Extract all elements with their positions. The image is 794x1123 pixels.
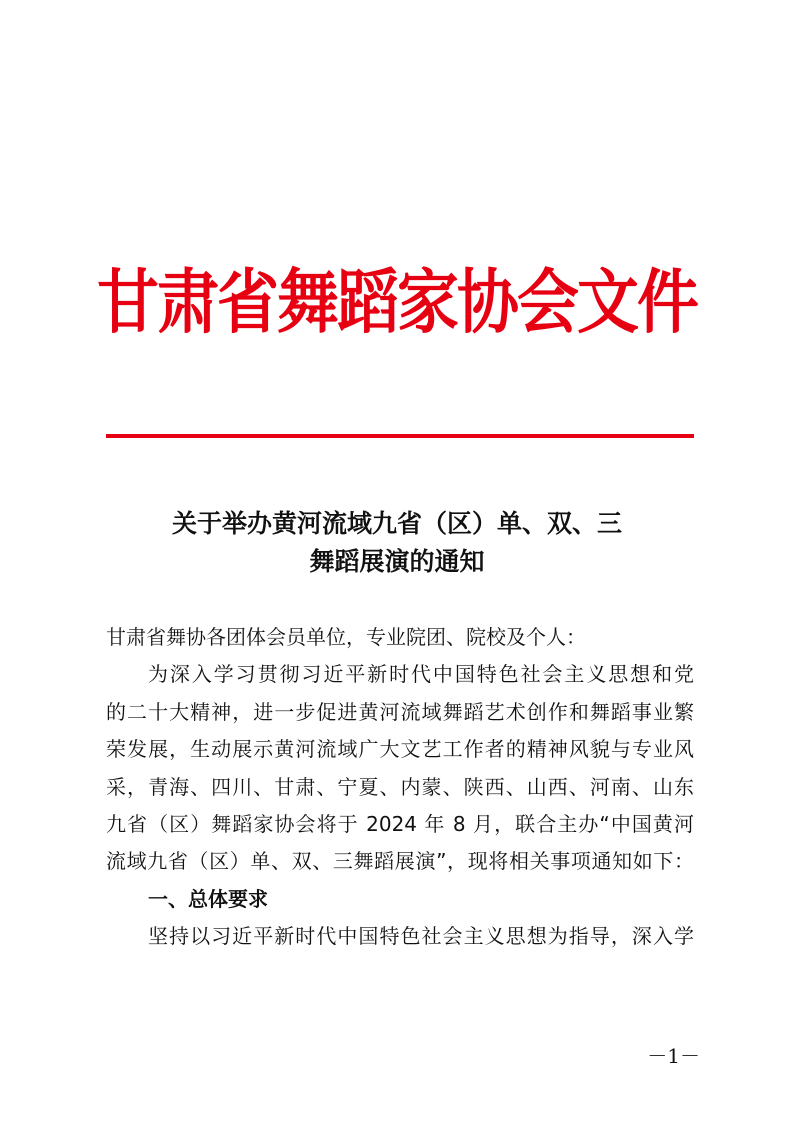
document-masthead: 甘肃省舞蹈家协会文件 [96, 260, 697, 343]
red-divider-rule [106, 434, 694, 438]
paragraph-1-line: 流域九省（区）单、双、三舞蹈展演”，现将相关事项通知如下： [106, 849, 694, 874]
paragraph-1-line: 荣发展，生动展示黄河流域广大文艺工作者的精神风貌与专业风 [106, 737, 694, 762]
salutation: 甘肃省舞协各团体会员单位，专业院团、院校及个人： [106, 625, 586, 649]
paragraph-1-line: 九省（区）舞蹈家协会将于 2024 年 8 月，联合主办“中国黄河 [106, 811, 694, 836]
paragraph-1-line: 采，青海、四川、甘肃、宁夏、内蒙、陕西、山西、河南、山东 [106, 774, 694, 799]
document-title [100, 505, 694, 581]
document-title-line-2: 舞蹈展演的通知 [309, 547, 485, 576]
paragraph-1-line: 的二十大精神，进一步促进黄河流域舞蹈艺术创作和舞蹈事业繁 [106, 699, 694, 724]
page-number: －1－ [647, 1044, 700, 1068]
section-1-heading: 一、总体要求 [148, 886, 268, 911]
paragraph-1-line: 为深入学习贯彻习近平新时代中国特色社会主义思想和党 [148, 662, 694, 687]
document-title-line-1: 关于举办黄河流域九省（区）单、双、三 [171, 509, 622, 538]
document-body [106, 619, 694, 956]
section-1-paragraph-line: 坚持以习近平新时代中国特色社会主义思想为指导，深入学 [148, 924, 694, 949]
